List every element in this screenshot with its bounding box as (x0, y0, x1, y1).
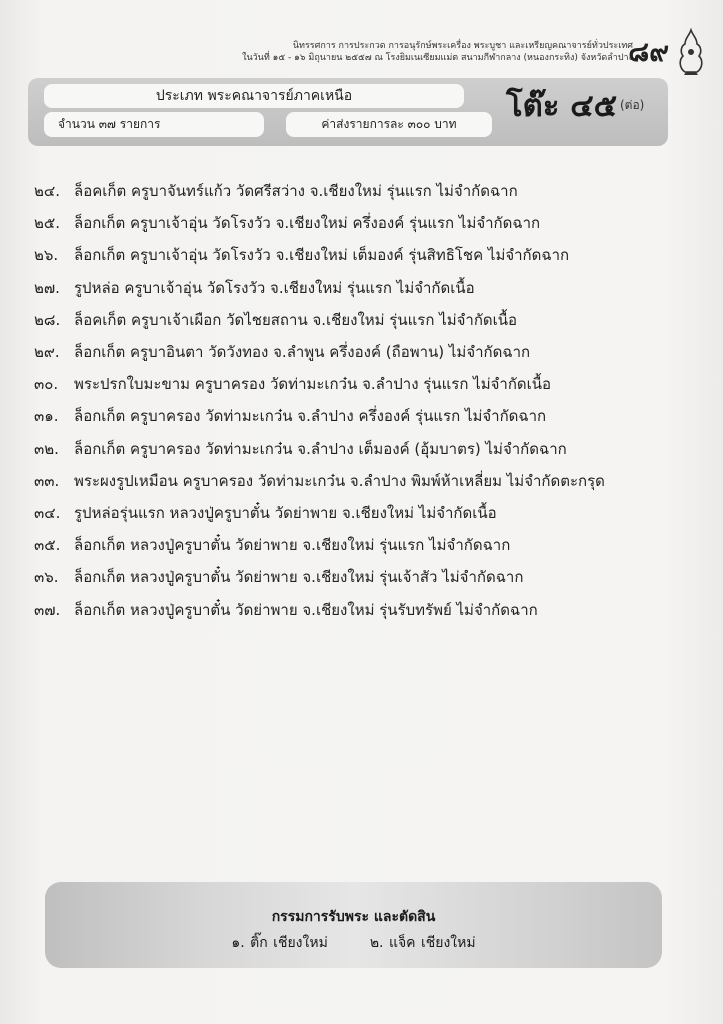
list-item (34, 272, 684, 304)
item-text: ล็อกเก็ต ครูบาครอง วัดท่ามะเกว๋น จ.ลำปาง ครึ่งองค์ รุ่นแรก ไม่จำกัดฉาก (74, 407, 547, 426)
event-date-line: ในวันที่ ๑๕ - ๑๖ มิถุนายน ๒๕๕๗ ณ โรงยิมเนเซียมแม่ต สนามกีฬากลาง (หนองกระทิง) จังหวัดลำปาง (242, 53, 633, 63)
item-text: ล็อคเก็ต ครูบาเจ้าเผือก วัดไชยสถาน จ.เชียงใหม่ รุ่นแรก ไม่จำกัดเนื้อ (74, 310, 518, 329)
event-title-line: นิทรรศการ การประกวด การอนุรักษ์พระเครื่อง พระบูชา และเหรียญคณาจารย์ทั่วประเทศ (292, 41, 633, 51)
item-list (34, 175, 684, 626)
list-item (34, 529, 684, 561)
list-item (34, 336, 684, 368)
table-number: โต๊ะ ๔๕ (506, 88, 618, 124)
item-text: พระปรกใบมะขาม ครูบาครอง วัดท่ามะเกว๋น จ.ลำปาง รุ่นแรก ไม่จำกัดเนื้อ (74, 375, 552, 394)
list-item (34, 561, 684, 593)
item-number: ๓๔. (34, 503, 61, 522)
list-item (34, 497, 684, 529)
item-number: ๒๔. (34, 182, 61, 201)
page-number: ๘๙ (628, 37, 669, 68)
list-item (34, 239, 684, 271)
event-info (193, 40, 633, 64)
item-number: ๒๙. (34, 343, 60, 362)
item-text: รูปหล่อ ครูบาเจ้าอุ่น วัดโรงวัว จ.เชียงใหม่ รุ่นแรก ไม่จำกัดเนื้อ (74, 278, 475, 297)
item-number: ๓๒. (34, 439, 59, 458)
list-item (34, 433, 684, 465)
list-item (34, 400, 684, 432)
list-item (34, 175, 684, 207)
item-number: ๒๗. (34, 278, 60, 297)
committee-member: ๒. แจ็ค เชียงใหม่ (369, 935, 476, 951)
item-text: ล็อกเก็ต หลวงปู่ครูบาตั๋น วัดย่าพาย จ.เชียงใหม่ รุ่นรับทรัพย์ ไม่จำกัดฉาก (74, 600, 538, 619)
item-number: ๒๖. (34, 246, 59, 265)
continued-label: (ต่อ) (620, 98, 645, 112)
item-text: รูปหล่อรุ่นแรก หลวงปู่ครูบาตั๋น วัดย่าพาย จ.เชียงใหม่ ไม่จำกัดเนื้อ (74, 503, 497, 522)
list-item (34, 593, 684, 625)
item-text: ล็อกเก็ต ครูบาเจ้าอุ่น วัดโรงวัว จ.เชียงใหม่ เต็มองค์ รุ่นสิทธิโชค ไม่จำกัดฉาก (74, 246, 570, 265)
item-text: ล็อกเก็ต หลวงปู่ครูบาตั๋น วัดย่าพาย จ.เชียงใหม่ รุ่นแรก ไม่จำกัดฉาก (74, 536, 511, 555)
list-item (34, 368, 684, 400)
item-number: ๒๘. (34, 310, 61, 329)
entry-fee: ค่าส่งรายการละ ๓๐๐ บาท (286, 112, 492, 137)
thai-emblem-icon (677, 28, 705, 76)
item-text: ล็อกเก็ต ครูบาเจ้าอุ่น วัดโรงวัว จ.เชียงใหม่ ครึ่งองค์ รุ่นแรก ไม่จำกัดฉาก (74, 214, 541, 233)
item-number: ๓๐. (34, 375, 59, 394)
item-text: พระผงรูปเหมือน ครูบาครอง วัดท่ามะเกว๋น จ.ลำปาง พิมพ์ห้าเหลี่ยม ไม่จำกัดตะกรุด (74, 471, 605, 490)
item-text: ล็อกเก็ต ครูบาครอง วัดท่ามะเกว๋น จ.ลำปาง เต็มองค์ (อุ้มบาตร) ไม่จำกัดฉาก (74, 439, 567, 458)
category-title: ประเภท พระคณาจารย์ภาคเหนือ (44, 84, 464, 108)
list-item (34, 465, 684, 497)
item-number: ๓๓. (34, 471, 60, 490)
item-number: ๒๕. (34, 214, 61, 233)
item-text: ล็อกเก็ต ครูบาอินตา วัดวังทอง จ.ลำพูน ครึ่งองค์ (ถือพาน) ไม่จำกัดฉาก (74, 343, 531, 362)
committee-title: กรรมการรับพระ และตัดสิน (271, 909, 436, 925)
item-number: ๓๗. (34, 600, 61, 619)
committee-member: ๑. ติ๊ก เชียงใหม่ (231, 935, 328, 951)
item-text: ล็อคเก็ต ครูบาจันทร์แก้ว วัดศรีสว่าง จ.เชียงใหม่ รุ่นแรก ไม่จำกัดฉาก (74, 182, 518, 201)
item-number: ๓๖. (34, 568, 59, 587)
list-item (34, 207, 684, 239)
list-item (34, 304, 684, 336)
item-count: จำนวน ๓๗ รายการ (44, 112, 264, 137)
item-number: ๓๑. (34, 407, 59, 426)
item-text: ล็อกเก็ต หลวงปู่ครูบาตั๋น วัดย่าพาย จ.เชียงใหม่ รุ่นเจ้าสัว ไม่จำกัดฉาก (74, 568, 524, 587)
committee-members (45, 932, 662, 954)
item-number: ๓๕. (34, 536, 61, 555)
